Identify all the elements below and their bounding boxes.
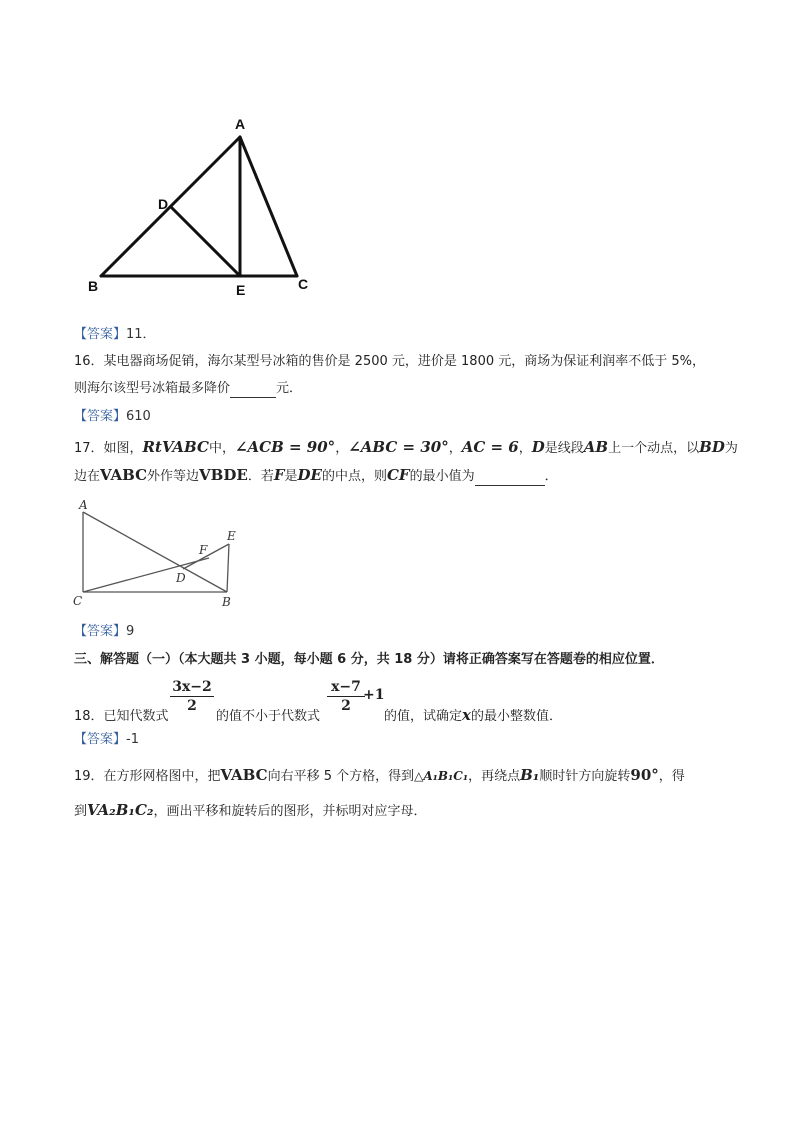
q17-text: 中，: [208, 441, 235, 456]
q18-text: 的值，试确定: [384, 709, 463, 724]
math-90-degrees: 90°: [630, 766, 659, 784]
answer-blank: [230, 383, 276, 398]
answer-value: 11．: [126, 327, 156, 342]
q19-line2: [74, 801, 426, 821]
q17-text: 是线段: [544, 441, 584, 456]
q17-text: 是: [284, 469, 298, 484]
segment-cf: [83, 558, 209, 592]
q19-text: 顺时针方向旋转: [539, 769, 631, 784]
q17-answer: [74, 623, 134, 641]
q19-text: ，得: [658, 769, 685, 784]
math-f: F: [273, 466, 285, 484]
triangle-figure-1: [80, 112, 320, 302]
label-c: C: [298, 276, 309, 292]
q19-line1: [74, 766, 685, 786]
math-triangle-abc: VABC: [100, 466, 148, 484]
math-x: x: [462, 706, 471, 724]
math-ac: AC = 6: [461, 438, 519, 456]
q16-text-b: 元．: [276, 381, 303, 396]
section-3-heading: 三、解答题（一）（本大题共 3 小题，每小题 6 分，共 18 分）请将正确答案写在答题卷的相应位置．: [74, 652, 664, 667]
math-triangle-a1b1c1: △A₁B₁C₁: [414, 769, 469, 783]
triangle-figure-2: [70, 495, 245, 610]
answer-tag: 【答案】: [74, 409, 127, 424]
label-e: E: [227, 529, 236, 543]
label-c: C: [73, 594, 83, 608]
answer-value: -1: [126, 732, 139, 747]
q19-text: 向右平移 5 个方格，得到: [267, 769, 415, 784]
q17-text: 为: [724, 441, 738, 456]
q16-text-a: 则海尔该型号冰箱最多降价: [74, 381, 231, 396]
q18-text: 的最小整数值．: [470, 709, 562, 724]
math-triangle-bde: VBDE: [199, 466, 248, 484]
answer-blank: [475, 471, 545, 486]
answer-tag: 【答案】: [74, 624, 127, 639]
label-b: B: [88, 278, 99, 294]
math-d: D: [531, 438, 545, 456]
q17-text: 外作等边: [147, 469, 200, 484]
q19-text: ，再绕点: [468, 769, 521, 784]
q17-line2: [74, 466, 558, 486]
math-rt-abc: RtVABC: [142, 438, 209, 456]
fraction-2-numerator: x−7: [327, 678, 365, 697]
label-b: B: [222, 595, 231, 609]
q18-prefix: 18．已知代数式: [74, 709, 169, 724]
math-cf: CF: [386, 466, 410, 484]
q19-text: 19．在方形网格图中，把: [74, 769, 221, 784]
segment-eb: [227, 544, 229, 592]
label-a: A: [235, 116, 246, 132]
q16-line2: [74, 380, 302, 398]
label-f: F: [199, 543, 208, 557]
q19-text: 到: [74, 804, 88, 819]
q17-text: 的最小值为: [409, 469, 475, 484]
math-ab: AB: [583, 438, 609, 456]
label-a: A: [79, 498, 88, 512]
answer-value: 610: [126, 409, 151, 424]
q17-text: ．若: [247, 469, 274, 484]
q19-text: ，画出平移和旋转后的图形，并标明对应字母．: [153, 804, 427, 819]
fraction-1-numerator: 3x−2: [170, 678, 214, 697]
fraction-1-denominator: 2: [187, 698, 197, 714]
q18-mid: 的值不小于代数式: [216, 709, 321, 724]
math-triangle-abc: VABC: [220, 766, 268, 784]
math-b1: B₁: [520, 766, 540, 784]
fraction-1: [170, 678, 214, 715]
q17-sep: ，: [448, 441, 462, 456]
q17-text: 上一个动点，以: [608, 441, 700, 456]
label-d: D: [158, 196, 169, 212]
label-e: E: [236, 282, 246, 298]
q15-answer: [74, 326, 156, 344]
math-angle-abc: ∠ABC = 30°: [348, 438, 449, 456]
q17-line1: [74, 438, 738, 458]
math-de: DE: [297, 466, 322, 484]
q17-text: 的中点，则: [321, 469, 387, 484]
q16-line1: 16．某电器商场促销，海尔某型号冰箱的售价是 2500 元，进价是 1800 元，商场为保证利润率不低于 5%，: [74, 354, 705, 369]
label-d: D: [176, 571, 186, 585]
fraction-2-denominator: 2: [341, 698, 351, 714]
q17-text: 边在: [74, 469, 101, 484]
math-bd: BD: [699, 438, 725, 456]
q18-answer: [74, 731, 139, 749]
answer-value: 9: [126, 624, 135, 639]
q17-text: 17．如图，: [74, 441, 143, 456]
plus-one: +1: [363, 687, 385, 703]
segment-de: [172, 208, 240, 276]
fraction-2: [327, 678, 365, 715]
q16-answer: [74, 408, 151, 426]
q17-text: ．: [544, 469, 558, 484]
q18-suffix: [384, 705, 562, 724]
q17-sep: ，: [518, 441, 532, 456]
segment-ac: [240, 137, 297, 276]
math-triangle-a2b1c2: VA₂B₁C₂: [87, 801, 154, 819]
answer-tag: 【答案】: [74, 327, 127, 342]
math-angle-acb: ∠ACB = 90°: [234, 438, 336, 456]
answer-tag: 【答案】: [74, 732, 127, 747]
q17-sep: ，: [335, 441, 349, 456]
